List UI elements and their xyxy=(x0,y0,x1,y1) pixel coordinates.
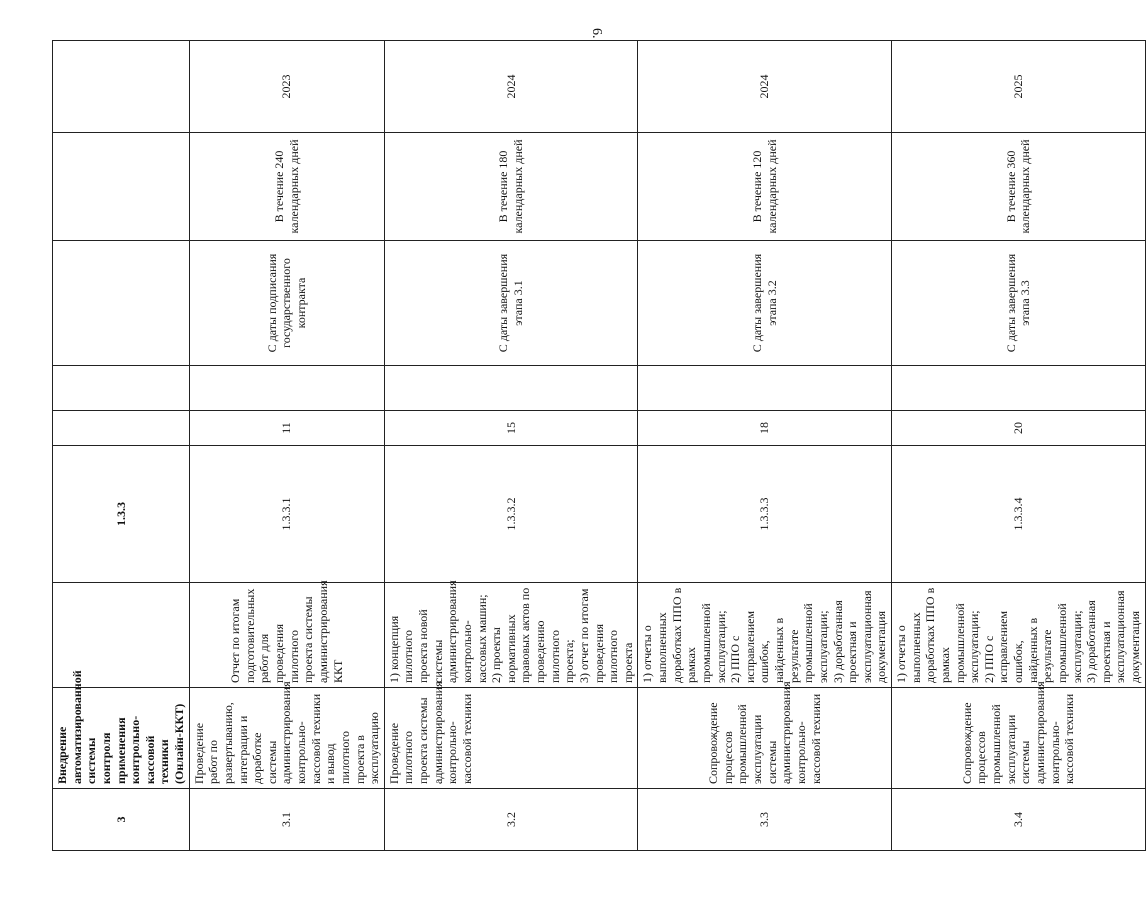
result-item: 2) ППО с исправлением ошибок, найденных в результате промышленной эксплуатации; xyxy=(981,603,1084,683)
table-row xyxy=(384,41,638,851)
row-num2: 20 xyxy=(892,411,1146,446)
section-code: 1.3.3 xyxy=(53,446,190,583)
result-item: 3) доработанная проектная и эксплуатационная документация xyxy=(1084,590,1142,683)
result-item: 3) отчет по итогам проведения пилотного проекта xyxy=(576,588,635,683)
row-result xyxy=(189,580,384,688)
row-code: 1.3.3.3 xyxy=(638,446,892,583)
row-empty xyxy=(384,366,638,411)
row-task: Проведение работ по развертыванию, интеграции и доработке системы администрирования контрольно-кассовой техники и вывод пилотного проекта в эксплуатацию xyxy=(189,688,384,789)
row-code: 1.3.3.1 xyxy=(189,446,384,583)
row-result xyxy=(384,580,638,688)
row-code: 1.3.3.4 xyxy=(892,446,1146,583)
row-duration: В течение 360 календарных дней xyxy=(892,133,1146,241)
rotated-table-wrapper xyxy=(52,41,1142,851)
row-start: С даты завершения этапа 3.1 xyxy=(384,241,638,366)
row-duration: В течение 240 календарных дней xyxy=(189,133,384,241)
row-number: 3.1 xyxy=(189,789,384,851)
plan-table xyxy=(52,40,1146,851)
table-row xyxy=(638,41,892,851)
row-year: 2025 xyxy=(892,41,1146,133)
row-start: С даты подписания государственного контракта xyxy=(189,241,384,366)
empty-cell xyxy=(53,411,190,446)
row-result xyxy=(638,583,892,688)
table-row xyxy=(189,41,384,851)
row-empty xyxy=(892,366,1146,411)
row-year: 2024 xyxy=(384,41,638,133)
row-duration: В течение 180 календарных дней xyxy=(384,133,638,241)
result-item: 3) доработанная проектная и эксплуатационная документация xyxy=(830,590,889,683)
row-result xyxy=(892,583,1146,688)
section-number: 3 xyxy=(53,789,190,851)
result-item: 1) отчеты о выполненных доработках ППО в рамках промышленной эксплуатации; xyxy=(894,587,982,683)
row-num2: 11 xyxy=(189,411,384,446)
row-code: 1.3.3.2 xyxy=(384,446,638,583)
row-number: 3.2 xyxy=(384,789,638,851)
row-year: 2023 xyxy=(189,41,384,133)
row-duration: В течение 120 календарных дней xyxy=(638,133,892,241)
empty-cell xyxy=(53,133,190,241)
row-task: Сопровождение процессов промышленной эксплуатации системы администрирования контрольно-кассовой техники xyxy=(638,688,892,789)
result-item: 1) отчеты о выполненных доработках ППО в рамках промышленной эксплуатации; xyxy=(640,587,728,683)
row-num2: 15 xyxy=(384,411,638,446)
result-item: Отчет по итогам подготовительных работ для проведения пилотного проекта системы администрирования ККТ xyxy=(228,580,345,683)
empty-cell xyxy=(53,41,190,133)
empty-cell xyxy=(53,366,190,411)
row-number: 3.4 xyxy=(892,789,1146,851)
section-title: Внедрение автоматизированной системы контроля применения контрольно-кассовой техники (Онлайн-ККТ) xyxy=(53,688,190,789)
result-item: 2) ППО с исправлением ошибок, найденных в результате промышленной эксплуатации; xyxy=(728,603,830,683)
row-empty xyxy=(189,366,384,411)
row-start: С даты завершения этапа 3.2 xyxy=(638,241,892,366)
row-empty xyxy=(638,366,892,411)
section-header-row xyxy=(53,41,190,851)
row-num2: 18 xyxy=(638,411,892,446)
result-item: 1) концепция пилотного проекта новой системы администрирования контрольно-кассовых машин; xyxy=(386,580,489,683)
row-year: 2024 xyxy=(638,41,892,133)
row-start: С даты завершения этапа 3.3 xyxy=(892,241,1146,366)
page-number: 6. xyxy=(589,28,604,39)
row-task: Сопровождение процессов промышленной эксплуатации системы администрирования контрольно-кассовой техники xyxy=(892,688,1146,789)
row-task: Проведение пилотного проекта системы администрирования контрольно-кассовой техники xyxy=(384,688,638,789)
row-number: 3.3 xyxy=(638,789,892,851)
table-row xyxy=(892,41,1146,851)
empty-cell xyxy=(53,241,190,366)
result-item: 2) проекты нормативных правовых актов по проведению пилотного проекта; xyxy=(489,587,577,683)
